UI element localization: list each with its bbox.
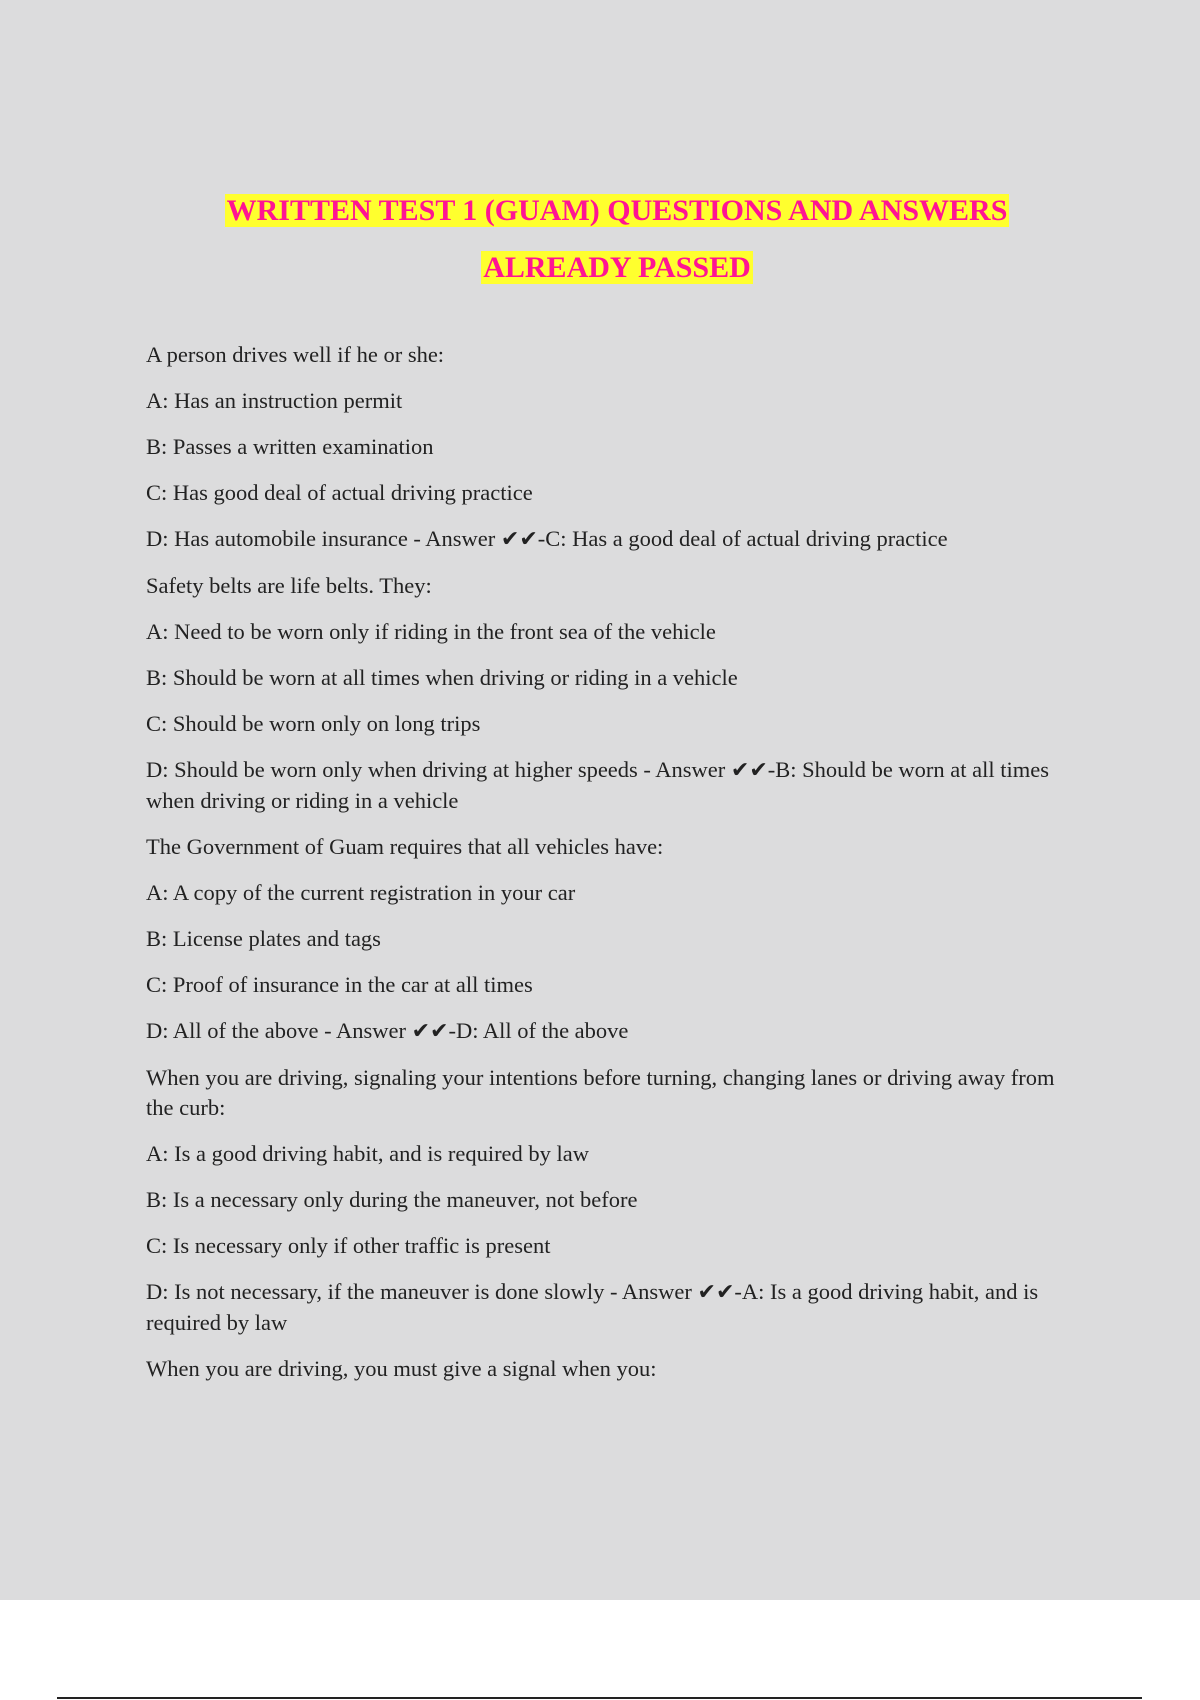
page-divider [57,1697,1142,1699]
question-text: A person drives well if he or she: [146,342,445,367]
option-b: B: License plates and tags [146,926,381,951]
answer-text: -B: Should be worn at all times when driving or riding in a vehicle [146,757,1050,813]
double-check-icon: ✔✔ [411,1019,449,1044]
option-a: A: A copy of the current registration in your car [146,880,576,905]
option-a: A: Has an instruction permit [146,388,403,413]
question-text: Safety belts are life belts. They: [146,573,432,598]
option-d-with-answer [146,755,1086,816]
answer-text: -D: All of the above [448,1018,629,1043]
option-b: B: Should be worn at all times when driving or riding in a vehicle [146,665,738,690]
double-check-icon: ✔✔ [697,1280,735,1305]
option-d-with-answer [146,1016,1086,1047]
option-b: B: Is a necessary only during the maneuver, not before [146,1187,638,1212]
title-line-2: ALREADY PASSED [483,251,751,284]
option-b: B: Passes a written examination [146,434,434,459]
question-text: When you are driving, signaling your intentions before turning, changing lanes or driving away from the curb: [146,1065,1055,1120]
option-d: D: Is not necessary, if the maneuver is done slowly - Answer [146,1279,692,1304]
double-check-icon: ✔✔ [500,527,538,552]
answer-text: -A: Is a good driving habit, and is required by law [146,1279,1039,1335]
option-d: D: Should be worn only when driving at higher speeds - Answer [146,757,726,782]
question-text: The Government of Guam requires that all vehicles have: [146,834,664,859]
option-c: C: Proof of insurance in the car at all times [146,972,533,997]
option-a: A: Need to be worn only if riding in the front sea of the vehicle [146,619,716,644]
question-text: When you are driving, you must give a signal when you: [146,1356,657,1381]
answer-text: -C: Has a good deal of actual driving practice [537,526,948,551]
option-d: D: Has automobile insurance - Answer [146,526,496,551]
option-d-with-answer [146,1277,1086,1338]
option-d-with-answer [146,524,1086,555]
title-line-1: WRITTEN TEST 1 (GUAM) QUESTIONS AND ANSWERS [226,194,1008,227]
option-c: C: Has good deal of actual driving practice [146,480,533,505]
option-c: C: Should be worn only on long trips [146,711,481,736]
document-title [0,182,1200,296]
option-a: A: Is a good driving habit, and is required by law [146,1141,590,1166]
question-list [146,340,1086,1400]
option-d: D: All of the above - Answer [146,1018,406,1043]
double-check-icon: ✔✔ [730,758,768,783]
option-c: C: Is necessary only if other traffic is present [146,1233,551,1258]
